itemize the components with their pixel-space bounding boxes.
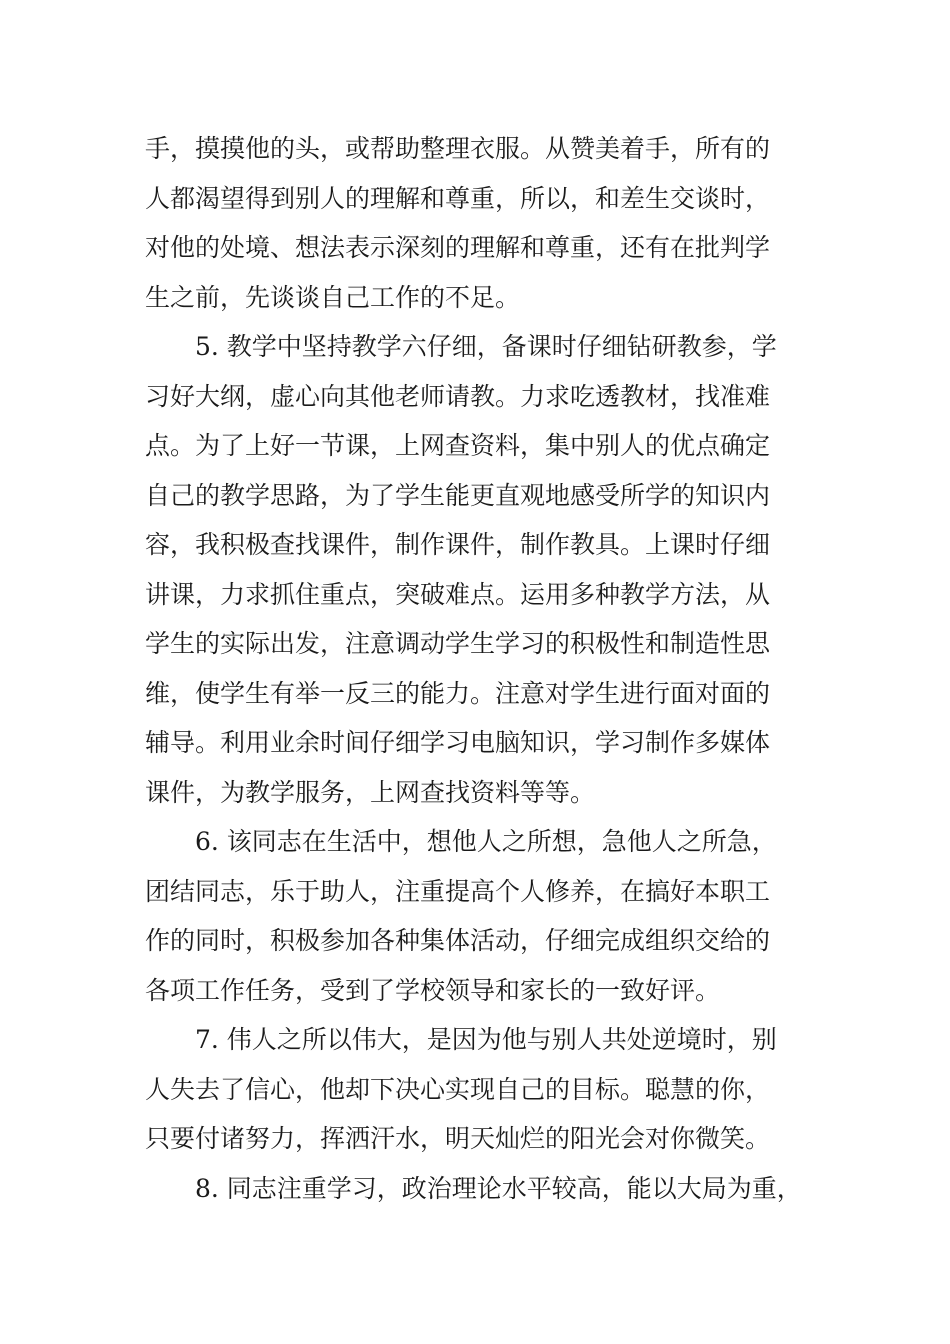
paragraph-7 bbox=[145, 1015, 825, 1164]
text-line: 只要付诸努力，挥洒汗水，明天灿烂的阳光会对你微笑。 bbox=[145, 1124, 771, 1153]
text-line: 维，使学生有举一反三的能力。注意对学生进行面对面的 bbox=[145, 678, 771, 708]
paragraph-continuation bbox=[145, 124, 825, 322]
text-line: 课件，为教学服务，上网查找资料等等。 bbox=[145, 777, 596, 807]
text-line: 对他的处境、想法表示深刻的理解和尊重，还有在批判学 bbox=[145, 233, 771, 262]
document-body bbox=[145, 124, 825, 1213]
text-line: 8. 同志注重学习，政治理论水平较高，能以大局为重， bbox=[195, 1173, 802, 1203]
text-line: 人失去了信心，他却下决心实现自己的目标。聪慧的你， bbox=[145, 1074, 771, 1104]
text-line: 讲课，力求抓住重点，突破难点。运用多种教学方法，从 bbox=[145, 579, 771, 609]
text-line: 学生的实际出发，注意调动学生学习的积极性和制造性思 bbox=[145, 629, 771, 658]
text-line: 5. 教学中坚持教学六仔细，备课时仔细钻研教参，学 bbox=[195, 332, 777, 361]
text-line: 作的同时，积极参加各种集体活动，仔细完成组织交给的 bbox=[145, 926, 771, 955]
text-line: 人都渴望得到别人的理解和尊重，所以，和差生交谈时， bbox=[145, 183, 771, 213]
text-line: 辅导。利用业余时间仔细学习电脑知识，学习制作多媒体 bbox=[145, 728, 771, 757]
text-line: 团结同志，乐于助人，注重提高个人修养，在搞好本职工 bbox=[145, 876, 771, 906]
paragraph-5 bbox=[145, 322, 825, 817]
text-line: 自己的教学思路，为了学生能更直观地感受所学的知识内 bbox=[145, 480, 771, 510]
text-line: 手，摸摸他的头，或帮助整理衣服。从赞美着手，所有的 bbox=[145, 134, 771, 163]
text-line: 习好大纲，虚心向其他老师请教。力求吃透教材，找准难 bbox=[145, 381, 771, 411]
paragraph-8 bbox=[145, 1164, 825, 1214]
text-line: 容，我积极查找课件，制作课件，制作教具。上课时仔细 bbox=[145, 530, 771, 559]
text-line: 6. 该同志在生活中，想他人之所想，急他人之所急， bbox=[195, 827, 777, 856]
text-line: 点。为了上好一节课，上网查资料，集中别人的优点确定 bbox=[145, 431, 771, 460]
paragraph-6 bbox=[145, 817, 825, 1015]
text-line: 各项工作任务，受到了学校领导和家长的一致好评。 bbox=[145, 975, 721, 1005]
text-line: 生之前，先谈谈自己工作的不足。 bbox=[145, 282, 521, 312]
text-line: 7. 伟人之所以伟大，是因为他与别人共处逆境时，别 bbox=[195, 1025, 777, 1054]
